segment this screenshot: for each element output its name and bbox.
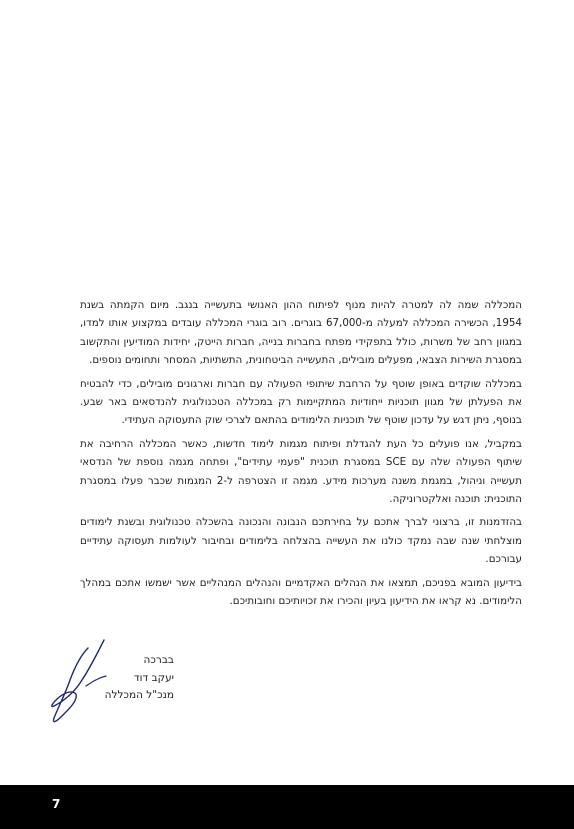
page-footer (0, 785, 574, 829)
letter-body (80, 296, 522, 616)
page-number: 7 (52, 797, 61, 811)
signature-greeting: בברכה (143, 654, 174, 666)
letter-paragraph: בידיעון המובא בפניכם, תמצאו את הנהלים האקדמיים והנהלים המנהליים אשר ישמשו אתכם במהלך הלימודים. נא קראו את הידיעון בעיון והכירו את זכויותיכם וחובותיכם. (80, 576, 522, 608)
signature-title: מנכ"ל המכללה (104, 689, 174, 701)
letter-paragraph: במקביל, אנו פועלים כל העת להגדלת ופיתוח מגמות לימוד חדשות, כאשר המכללה הרחיבה את שיתוף הפעולה שלה עם SCE במסגרת תוכנית "פעמי עתידים", ופתחה מגמה נוספת של הנדסאי תעשייה וניהול, במגמת משנה מערכות מידע. מגמה זו הצטרפה ל-2 המגמות שכבר פעלו במסגרת התוכנית: תוכנה ואלקטרוניקה. (80, 437, 522, 506)
handwritten-signature (46, 634, 111, 726)
signature-name: יעקב דוד (133, 671, 174, 684)
letter-paragraph: בהזדמנות זו, ברצוני לברך אתכם על בחירתכם הנבונה והנכונה בהשכלה טכנולוגית ובשנת לימודים מוצלחתי שנה שבה נמקד כולנו את העשייה בהצלחה בלימודים ובחיבור לעולמות תעסוקה עתידיים עבורכם. (80, 516, 522, 566)
letter-paragraph: המכללה שמה לה למטרה להיות מנוף לפיתוח ההון האנושי בתעשייה בנגב. מיום הקמתה בשנת 1954, הכשירה המכללה למעלה מ-67,000 בוגרים. רוב בוגרי המכללה עובדים במקצוע אותו למדו, במגוון רחב של משרות, כולל בתפקידי מפתח בחברות בנייה, חברות הייטק, יחידות המודיעין והתקשוב במסגרת השירות הצבאי, מפעלים מובילים, התעשייה הביטחונית, התשתיות, המסחר ותחומים נוספים. (80, 299, 522, 367)
letter-paragraph: במכללה שוקדים באופן שוטף על הרחבת שיתופי הפעולה עם חברות וארגונים מובילים, כדי להבטיח את הפעלתן של מגוון תוכניות ייחודיות המתקיימות רק במכללה הטכנולוגית להנדסאים באר שבע. בנוסף, ניתן דגש על עדכון שוטף של תוכניות הלימודים בהתאם לצרכי שוק התעסוקה העתידי. (80, 377, 522, 427)
